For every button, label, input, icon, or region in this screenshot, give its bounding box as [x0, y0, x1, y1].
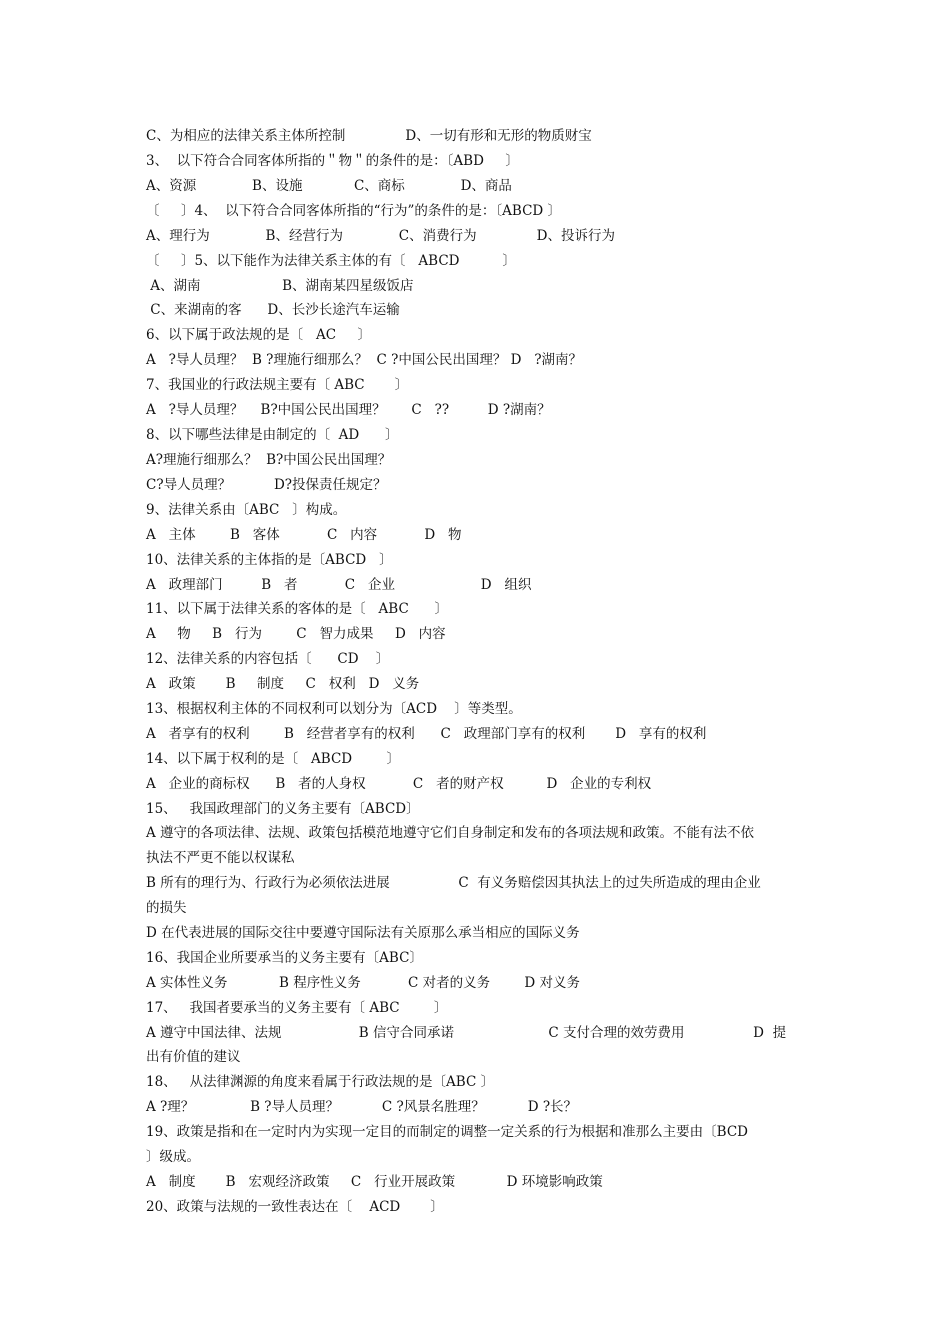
options-line: A、资源 B、设施 C、商标 D、商品 — [146, 178, 512, 194]
question-7: 7、我国业的行政法规主要有〔 ABC 〕 — [146, 377, 409, 393]
options-line: A、理行为 B、经营行为 C、消费行为 D、投诉行为 — [146, 228, 615, 244]
question-19: 19、政策是指和在一定时内为实现一定目的而制定的调整一定关系的行为根据和准那么主要由〔BCD — [146, 1124, 749, 1140]
options-line: A 政理部门 B 者 C 企业 D 组织 — [146, 577, 532, 593]
options-line: A ?理？ B ?导人员理？ C ?风景名胜理？ D ?长？ — [146, 1099, 578, 1115]
options-line: A ?导人员理？ B?中国公民出国理？ C ?? D ?湖南？ — [146, 402, 551, 418]
option-paragraph: B 所有的理行为、行政行为必须依法进展 C 有义务赔偿因其执法上的过失所造成的理由企业 — [146, 875, 761, 891]
options-line: A ?导人员理？ B ?理施行细那么？ C ?中国公民出国理？ D ?湖南？ — [146, 352, 583, 368]
question-18: 18、 从法律渊源的角度来看属于行政法规的是〔ABC 〕 — [146, 1074, 495, 1090]
options-line: A 遵守中国法律、法规 B 信守合同承诺 C 支付合理的效劳费用 D 提 — [146, 1025, 787, 1041]
question-16: 16、我国企业所要承当的义务主要有〔ABC〕 — [146, 950, 423, 966]
question-5: 〔 〕5、以下能作为法律关系主体的有〔 ABCD 〕 — [146, 253, 516, 269]
option-paragraph: D 在代表进展的国际交往中要遵守国际法有关原那么承当相应的国际义务 — [146, 925, 580, 941]
question-14: 14、以下属于权利的是〔 ABCD 〕 — [146, 751, 400, 767]
option-paragraph: 执法不严更不能以权谋私 — [146, 850, 295, 866]
question-8: 8、以下哪些法律是由制定的〔 AD 〕 — [146, 427, 399, 443]
question-6: 6、以下属于政法规的是〔 AC 〕 — [146, 327, 371, 343]
options-line: A 企业的商标权 B 者的人身权 C 者的财产权 D 企业的专利权 — [146, 776, 652, 792]
options-line: A 实体性义务 B 程序性义务 C 对者的义务 D 对义务 — [146, 975, 581, 991]
options-line: 出有价值的建议 — [146, 1049, 241, 1065]
question-10: 10、法律关系的主体指的是〔ABCD 〕 — [146, 552, 393, 568]
options-line: C?导人员理？ D?投保责任规定？ — [146, 477, 387, 493]
options-line: A?理施行细那么？ B?中国公民出国理？ — [146, 452, 392, 468]
options-line: C、来湖南的客 D、长沙长途汽车运输 — [146, 302, 400, 318]
question-3: 3、 以下符合合同客体所指的＂物＂的条件的是：〔ABD 〕 — [146, 153, 519, 169]
option-paragraph: A 遵守的各项法律、法规、政策包括模范地遵守它们自身制定和发布的各项法规和政策。不能有法不依 — [146, 825, 755, 841]
question-11: 11、以下属于法律关系的客体的是〔 ABC 〕 — [146, 601, 449, 617]
question-13: 13、根据权利主体的不同权利可以划分为〔ACD 〕等类型。 — [146, 701, 522, 717]
question-9: 9、法律关系由〔ABC 〕构成。 — [146, 502, 347, 518]
options-line: A、湖南 B、湖南某四星级饭店 — [146, 278, 414, 294]
options-line: A 主体 B 客体 C 内容 D 物 — [146, 527, 462, 543]
question-4: 〔 〕4、 以下符合合同客体所指的“行为”的条件的是：〔ABCD 〕 — [146, 203, 562, 219]
question-17: 17、 我国者要承当的义务主要有〔 ABC 〕 — [146, 1000, 448, 1016]
question-15: 15、 我国政理部门的义务主要有〔ABCD〕 — [146, 801, 420, 817]
question-20: 20、政策与法规的一致性表达在〔 ACD 〕 — [146, 1199, 444, 1215]
options-line: A 政策 B 制度 C 权利 D 义务 — [146, 676, 420, 692]
question-19-cont: 〕级成。 — [146, 1149, 200, 1165]
options-line: A 制度 B 宏观经济政策 C 行业开展政策 D 环境影响政策 — [146, 1174, 603, 1190]
options-line: A 者享有的权利 B 经营者享有的权利 C 政理部门享有的权利 D 享有的权利 — [146, 726, 707, 742]
text-line: C、为相应的法律关系主体所控制 D、一切有形和无形的物质财宝 — [146, 128, 592, 144]
option-paragraph: 的损失 — [146, 900, 187, 916]
options-line: A 物 B 行为 C 智力成果 D 内容 — [146, 626, 446, 642]
question-12: 12、法律关系的内容包括〔 CD 〕 — [146, 651, 390, 667]
